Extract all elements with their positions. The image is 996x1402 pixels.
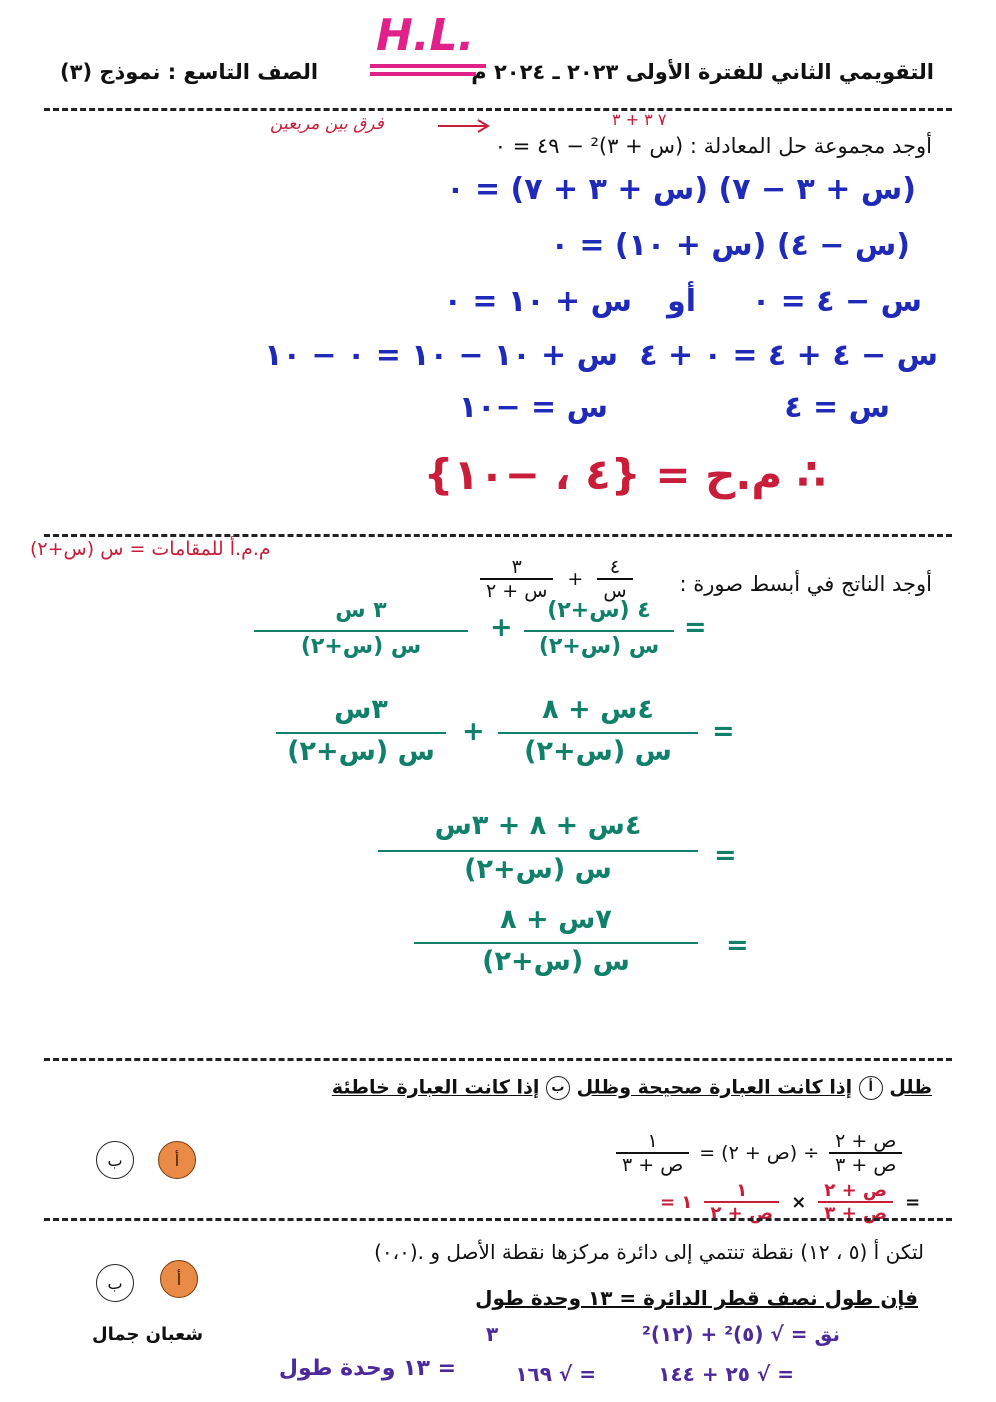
q3-item1-right-frac (616, 1130, 689, 1176)
q2-s1-b-den: س (س+٢) (300, 634, 422, 659)
q3-item2-work1b: ٣ (486, 1322, 499, 1346)
q2-s4-bar (414, 942, 698, 944)
q3-item2-option-a[interactable]: أ (160, 1260, 198, 1298)
q2-fraction-2 (480, 556, 553, 602)
q2-s2-eq: = (712, 716, 735, 747)
q3-option-b-symbol: ب (546, 1076, 570, 1100)
q2-s3-eq: = (714, 840, 737, 871)
q3-item2-line1: لتكن أ (٥ ، ١٢) نقطة تنتمي إلى دائرة مركزها نقطة الأصل و .(٠،٠) (374, 1240, 924, 1264)
q2-s1-eq: = (684, 612, 707, 643)
q1-note: فرق بين مربعين (270, 114, 384, 134)
q2-f2-den: س + ٢ (480, 578, 553, 602)
q1-line-2: (س − ٤) (س + ١٠) = ٠ (550, 228, 910, 263)
q2-s1-a-bar (524, 630, 674, 632)
q3-item1-l-den: ص + ٣ (829, 1152, 902, 1176)
q2-s2-b-bar (276, 732, 446, 734)
q2-s3-bar (378, 850, 698, 852)
q2-s2-b-den: س (س+٢) (287, 736, 435, 767)
q2-step-3 (378, 810, 738, 900)
q2-s2-a-bar (498, 732, 698, 734)
q3-item2-work3: = √ ١٦٩ (515, 1362, 596, 1386)
q2-s4-den: س (س+٢) (482, 946, 630, 977)
q2-s3-den: س (س+٢) (464, 854, 612, 885)
q2-s1-a-den: س (س+٢) (538, 634, 660, 659)
q2-s2-a-den: س (س+٢) (524, 736, 672, 767)
q2-s4-eq: = (726, 930, 749, 961)
q2-plus: + (567, 568, 584, 590)
divider-4 (44, 1218, 952, 1221)
q2-s3-num: ٤س + ٨ + ٣س (434, 810, 642, 841)
q1-line-4: س + ١٠ = ٠ (443, 284, 632, 319)
q3-item1-statement (616, 1130, 902, 1176)
header-title: التقويمي الثاني للفترة الأولى ٢٠٢٣ ـ ٢٠٢٤ م (471, 60, 934, 84)
q3-instr-c: إذا كانت العبارة خاطئة (331, 1076, 540, 1099)
q3-item1-work-x: × (791, 1191, 807, 1213)
q3-item1-work-l-den: ص + ٣ (818, 1201, 893, 1224)
q3-item1-l-num: ص + ٢ (835, 1130, 897, 1152)
q2-s1-a-num: ٤ (س+٢) (547, 598, 651, 623)
q1-answer: ∴ م.ح = {٤ ، −١٠} (423, 450, 826, 499)
q3-item1-work-res: = ١ (660, 1191, 693, 1213)
q2-s1-op: + (490, 612, 513, 643)
q2-note: م.م.أ للمقامات = س (س+٢) (30, 538, 271, 560)
q2-s4-num: ٧س + ٨ (500, 904, 612, 935)
q3-item1-work-r-num: ١ (736, 1180, 748, 1201)
q3-item1-option-a[interactable]: أ (158, 1141, 196, 1179)
q3-item2-option-b[interactable]: ب (96, 1264, 134, 1302)
q3-item1-option-b[interactable]: ب (96, 1141, 134, 1179)
q1-line-6: س + ١٠ − ١٠ = ٠ − ١٠ (264, 338, 618, 373)
q3-item1-left-frac (829, 1130, 902, 1176)
header-class: الصف التاسع : نموذج (٣) (60, 60, 319, 84)
q2-f1-den: س (597, 578, 632, 602)
q2-s1-b-num: ٣ س (335, 598, 387, 623)
q2-s2-a-num: ٤س + ٨ (542, 694, 654, 725)
q3-item1-work-eq: = (905, 1191, 921, 1213)
q3-item1-r-num: ١ (647, 1130, 658, 1152)
q1-line-8: س = −١٠ (458, 390, 608, 425)
q2-step-2 (276, 694, 736, 784)
divider-1 (44, 108, 952, 111)
grader-mark-underline (366, 60, 496, 80)
q3-item1-r-den: ص + ٣ (616, 1152, 689, 1176)
q3-item2-line2: فإن طول نصف قطر الدائرة = ١٣ وحدة طول (475, 1286, 918, 1310)
teacher-name: شعبان جمال (92, 1324, 204, 1345)
divider-2 (44, 534, 952, 537)
q3-item1-work-l-num: ص + ٢ (824, 1180, 888, 1201)
q2-prompt: أوجد الناتج في أبسط صورة : (679, 572, 932, 596)
divider-3 (44, 1058, 952, 1061)
q2-f2-num: ٣ (511, 556, 522, 578)
q3-item1-work-r-den: ص + ٢ (704, 1201, 779, 1224)
q2-s2-op: + (462, 716, 485, 747)
q3-instr-a: ظلل (889, 1076, 932, 1099)
q1-line-1: (س + ٣ − ٧) (س + ٣ + ٧) = ٠ (446, 172, 916, 207)
q2-fraction-1 (597, 556, 632, 602)
q2-s1-b-bar (254, 630, 468, 632)
q3-item2-work4: = ١٣ وحدة طول (278, 1356, 456, 1381)
q1-line-3: س − ٤ = ٠ (751, 284, 922, 319)
q3-item1-div: ÷ (ص + ٢) = (699, 1142, 820, 1164)
q2-step-1 (254, 598, 714, 668)
q2-expression (480, 556, 633, 602)
grader-mark: H.L. (376, 10, 475, 61)
q3-option-a-symbol: أ (859, 1076, 883, 1100)
q3-item2-work2: = √ ٢٥ + ١٤٤ (658, 1362, 794, 1386)
q3-item2-work1: نق = √ (٥)² + (١٢)² (642, 1322, 840, 1346)
q1-line-5: س − ٤ + ٤ = ٠ + ٤ (639, 338, 938, 373)
q2-step-4 (414, 904, 754, 994)
q1-line-or: أو (667, 284, 696, 319)
q1-line-7: س = ٤ (784, 390, 890, 425)
q2-s2-b-num: ٣س (334, 694, 388, 725)
q2-f1-num: ٤ (609, 556, 621, 578)
q1-prompt: أوجد مجموعة حل المعادلة : (س + ٣)² − ٤٩ = ٠ (494, 134, 932, 158)
arrow-icon (436, 118, 492, 134)
q1-overlay: ٧ ٣ + ٣ (612, 110, 667, 129)
q3-instruction (332, 1076, 932, 1100)
q3-instr-b: إذا كانت العبارة صحيحة وظلل (576, 1076, 853, 1099)
